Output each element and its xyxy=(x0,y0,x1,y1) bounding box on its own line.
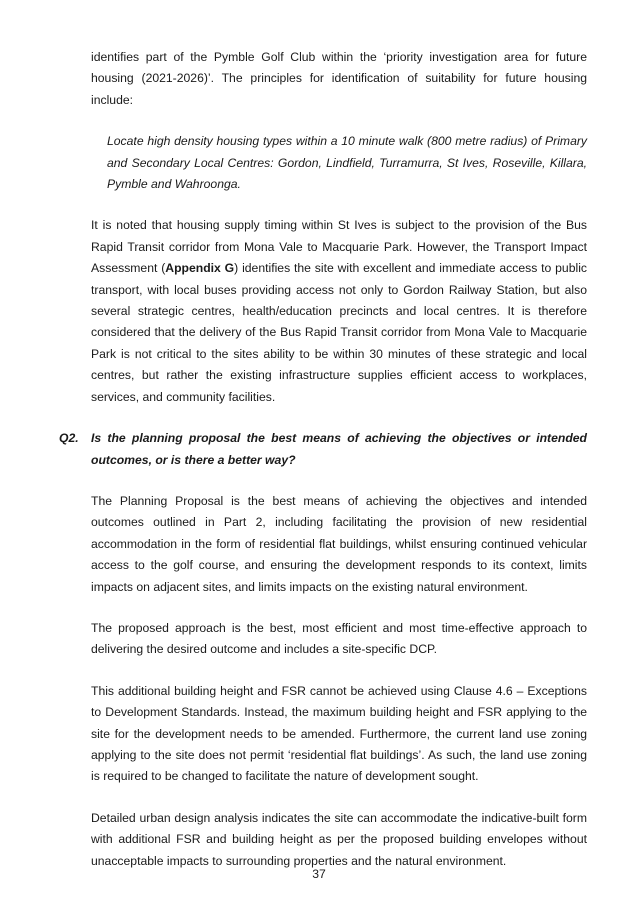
paragraph-approach: The proposed approach is the best, most efficient and most time-effective approach to delivering the desired outcome and includes a site-specific DCP. xyxy=(91,620,587,657)
page-number: 37 xyxy=(312,867,326,881)
paragraph-clause: This additional building height and FSR cannot be achieved using Clause 4.6 – Exceptions to Development Standards. Instead, the maximum building height and FSR applying to the site for the development needs to be amended. Furthermore, the current land use zoning applying to the site does not permit ‘residential flat buildings’. As such, the land use zoning is required to be changed to facilitate the nature of development sought. xyxy=(91,683,587,784)
paragraph-intro: identifies part of the Pymble Golf Club within the ‘priority investigation area for future housing (2021-2026)’. The principles for identification of suitability for future housing include: xyxy=(91,50,587,107)
question-number: Q2. xyxy=(59,431,79,446)
paragraph-text: ) identifies the site with excellent and immediate access to public transport, with local buses providing access not only to Gordon Railway Station, but also several strategic centres, health/education precincts and local centres. It is therefore considered that the delivery of the Bus Rapid Transit corridor from Mona Vale to Macquarie Park is not critical to the sites ability to be within 30 minutes of these strategic and local centres, but rather the existing infrastructure supplies efficient access to workplaces, services, and community facilities. xyxy=(91,261,587,404)
quoted-principle: Locate high density housing types within a 10 minute walk (800 metre radius) of Primary and Secondary Local Centres: Gordon, Lindfield, Turramurra, St Ives, Roseville, Killara, Pymble and Wahroonga. xyxy=(107,134,587,192)
paragraph-planning-proposal: The Planning Proposal is the best means of achieving the objectives and intended outcomes outlined in Part 2, including facilitating the provision of new residential accommodation in the form of residential flat buildings, whilst ensuring continued vehicular access to the golf course, and ensuring the development responds to its context, limits impacts on adjacent sites, and limits impacts on the existing natural environment. xyxy=(91,493,587,594)
document-page xyxy=(59,47,587,872)
paragraph-urban-design: Detailed urban design analysis indicates the site can accommodate the indicative-built form with additional FSR and building height as per the proposed building envelopes without unacceptable impacts to surrounding properties and the natural environment. xyxy=(91,810,587,868)
paragraph-housing-supply xyxy=(91,215,587,408)
question-text: Is the planning proposal the best means of achieving the objectives or intended outcomes, or is there a better way? xyxy=(91,431,587,467)
paragraph-text: It is noted that housing supply timing within St Ives is subject to the provision of the Bus Rapid Transit corridor from Mona Vale to Macquarie Park. However, the Transport Impact Assessment ( xyxy=(91,218,587,276)
question-heading xyxy=(59,428,587,471)
appendix-reference: Appendix G xyxy=(165,261,235,276)
